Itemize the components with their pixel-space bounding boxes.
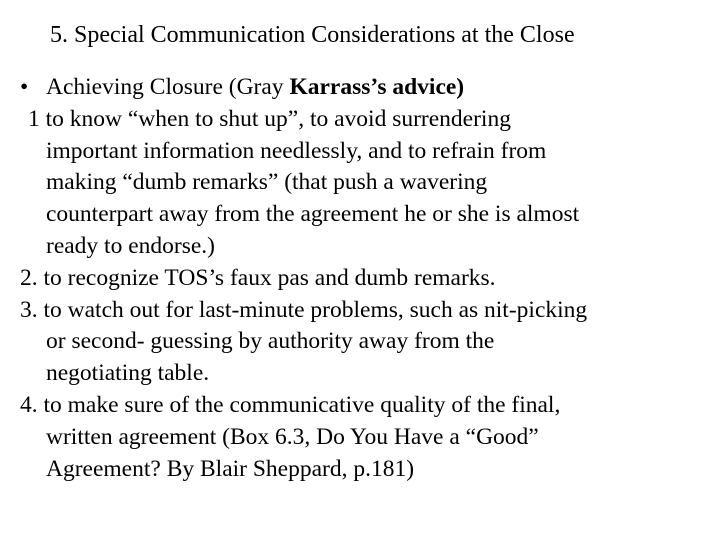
list-item-1-line: making “dumb remarks” (that push a wavering	[46, 169, 488, 196]
list-item-3-line: negotiating table.	[46, 360, 210, 387]
list-item-1-line: ready to endorse.)	[46, 232, 215, 259]
bullet-text-bold: Karrass’s advice)	[289, 74, 465, 100]
list-item-4-line: Agreement? By Blair Sheppard, p.181)	[46, 455, 415, 482]
slide-title: 5. Special Communication Considerations at the Close	[50, 22, 575, 48]
slide-body	[20, 72, 710, 485]
bullet-icon: •	[20, 74, 29, 100]
list-item-2-line: 2. to recognize TOS’s faux pas and dumb remarks.	[20, 264, 496, 291]
list-item-1-line: 1 to know “when to shut up”, to avoid surrendering	[28, 105, 511, 132]
list-item-3	[20, 295, 710, 390]
list-item-4-line: 4. to make sure of the communicative quality of the final,	[20, 391, 561, 418]
bullet-achieving-closure	[20, 72, 710, 104]
list-item-1	[20, 104, 710, 263]
list-item-2	[20, 263, 710, 295]
list-item-3-line: 3. to watch out for last-minute problems, such as nit-picking	[20, 296, 588, 323]
list-item-1-line: important information needlessly, and to refrain from	[46, 137, 547, 164]
list-item-4	[20, 390, 710, 485]
bullet-text: Achieving Closure (Gray	[46, 74, 290, 100]
list-item-1-line: counterpart away from the agreement he or she is almost	[46, 201, 580, 228]
list-item-4-line: written agreement (Box 6.3, Do You Have a “Good”	[46, 423, 539, 450]
list-item-3-line: or second- guessing by authority away from the	[46, 328, 495, 355]
